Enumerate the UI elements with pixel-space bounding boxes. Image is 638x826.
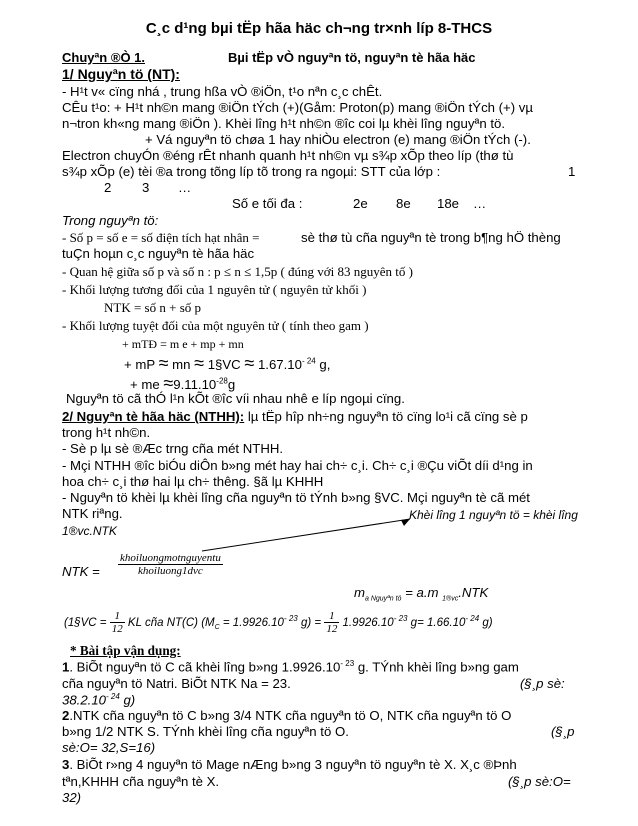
section2-line1: 2/ Nguyªn tè hãa häc (NTHH): lµ tËp hîp nh÷ng nguyªn tö cïng lo¹i cã cïng sè p (62, 409, 528, 424)
s1-line: tuÇn hoµn c¸c nguyªn tè hãa häc (62, 246, 255, 261)
s1-line: Electron chuyÓn ®éng rÊt nhanh quanh h¹t nh©n vµ s¾p xÕp theo líp (thø tù (62, 148, 514, 163)
s1-line: - Quan hệ giữa số p và số n : p ≤ n ≤ 1,5p ( đúng với 83 nguyên tố ) (62, 264, 413, 279)
s2-line: - Sè p lµ sè ®Æc trng cña mét NTHH. (62, 441, 284, 456)
exercise-1: 1. BiÕt nguyªn tö C cã khèi lîng b»ng $1.9926.10^{- 23}$ g. TÝnh khèi lîng b»ng gam (62, 659, 519, 675)
exercise-2-cont: b»ng 1/2 NTK S. TÝnh khèi lîng cña nguyªn tö O. (62, 724, 349, 739)
s1-line: - Số p = số e = số điện tích hạt nhân = (62, 230, 260, 245)
exercise-1-answer-label: (§¸p sè: (520, 676, 565, 691)
mass-note: Khèi lîng 1 nguyªn tö = khèi lîng (409, 508, 578, 522)
shell-num-1: 1 (568, 164, 576, 179)
exercise-2: 2.NTK cña nguyªn tö C b»ng 3/4 NTK cña nguyªn tö O, NTK cña nguyªn tö O (62, 708, 512, 723)
max-e-label: Số e tối đa : (232, 196, 303, 211)
exercises-heading: * Bài tập vận dụng: (70, 643, 181, 658)
s1-line: s¾p xÕp (e) tèi ®a trong tõng líp tõ trong ra ngoµi: STT của lớp : (62, 164, 441, 179)
s1-line: Trong nguyªn tö: (62, 213, 159, 228)
topic-subject: Bµi tËp vÒ nguyªn tö, nguyªn tè hãa häc (228, 50, 476, 65)
topic-label: Chuyªn ®Ò 1. (62, 50, 146, 65)
s2-line: trong h¹t nh©n. (62, 425, 151, 440)
mass-formula: $m_{a Nguyªn tö} = a.m$ $_{1®vc}$.NTK (354, 585, 489, 603)
dvc-definition: (1§VC = $\frac{1}{12}$ KL cña NT(C) ($M_C = 1.9926.10^{- 23}$ g) = $\frac{1}{12}$ $1.9926.10^{- 23}$ $g= 1.66.10^{- 24}$ g) (64, 610, 493, 636)
section2-heading: 2/ Nguyªn tè hãa häc (NTHH): (62, 409, 245, 424)
exercise-2-answer-label: (§¸p (551, 724, 575, 739)
exercise-2-answer: sè:O= 32,S=16) (62, 740, 156, 755)
max-e-8: 8e (396, 196, 411, 211)
exercise-3: 3. BiÕt r»ng 4 nguyªn tö Mage nÆng b»ng 3 nguyªn tö nguyªn tè X. X¸c ®Þnh (62, 757, 517, 772)
arrow-icon (200, 515, 430, 555)
exercise-1-answer: $38.2.10^{- 24}$ g) (62, 692, 136, 708)
s1-line: - Khối lượng tương đối của 1 nguyên tử ( nguyên tử khối ) (62, 282, 367, 297)
shell-num-3: 3 (142, 180, 150, 195)
ntk-formula-fraction: $\frac{\text{khoiluongmotnguyentu}}{\text{khoiluong1dvc}}$ (120, 552, 221, 577)
s2-line: NTK riªng. (62, 506, 123, 521)
exercise-3-answer: 32) (62, 790, 82, 805)
s1-line: - H¹t v« cïng nhá , trung hßa vÒ ®iÖn, t¹o nªn c¸c chÊt. (62, 84, 383, 99)
max-e-dots: … (473, 196, 487, 211)
exercise-3-cont: tªn,KHHH cña nguyªn tè X. (62, 774, 220, 789)
s1-line: + mTĐ = m e + mp + mn (122, 337, 244, 351)
section1-heading: 1/ Nguyªn tö (NT): (62, 66, 180, 82)
mass-note-cont: 1®vc.NTK (62, 524, 117, 538)
ntk-formula-label: NTK = (62, 564, 100, 579)
s2-line: hoa ch÷ c¸i thø hai lµ ch÷ thêng. §ã lµ KHHH (62, 474, 324, 489)
s1-line: - Khối lượng tuyệt đối của một nguyên tử ( tính theo gam ) (62, 318, 369, 333)
max-e-2: 2e (353, 196, 368, 211)
s1-line: NTK = số n + số p (104, 300, 201, 315)
shell-num-2: 2 (104, 180, 112, 195)
shell-dots: … (178, 180, 192, 195)
s1-line: + Vá nguyªn tö chøa 1 hay nhiÒu electron (e) mang ®iÖn tÝch (-). (145, 132, 531, 147)
mass-p-line: + mP ≈ mn ≈ 1§VC ≈ $1.67.10^{- 24}$ g, (124, 353, 331, 373)
exercise-3-answer-label: (§¸p sè:O= (508, 774, 571, 789)
s1-line: sè thø tù cña nguyªn tè trong b¶ng hÖ thèng (301, 230, 561, 245)
s1-line: n¬tron kh«ng mang ®iÖn ). Khèi lîng h¹t nh©n ®îc coi lµ khèi lîng nguyªn tö. (62, 116, 505, 131)
max-e-18: 18e (437, 196, 460, 211)
s1-line: Nguyªn tö cã thÓ l¹n kÕt ®îc víi nhau nhê e líp ngoµi cïng. (66, 391, 405, 406)
s2-line: - Nguyªn tö khèi lµ khèi lîng cña nguyªn tö tÝnh b»ng §VC. Mçi nguyªn tè cã mét (62, 490, 530, 505)
mass-e-line: + me $\approx 9.11.10^{-28}g$ (130, 373, 236, 393)
s2-line: - Mçi NTHH ®îc biÓu diÔn b»ng mét hay hai ch÷ c¸i. Ch÷ c¸i ®Çu viÕt díi d¹ng in (62, 458, 533, 473)
s1-line: CÊu t¹o: + H¹t nh©n mang ®iÖn tÝch (+)(Gåm: Proton(p) mang ®iÖn tÝch (+) vµ (62, 100, 533, 115)
exercise-1-cont: cña nguyªn tö Natri. BiÕt NTK Na = 23. (62, 676, 291, 691)
page-title: C¸c d¹ng bµi tËp hãa häc ch¬ng tr×nh líp 8-THCS (145, 20, 493, 37)
